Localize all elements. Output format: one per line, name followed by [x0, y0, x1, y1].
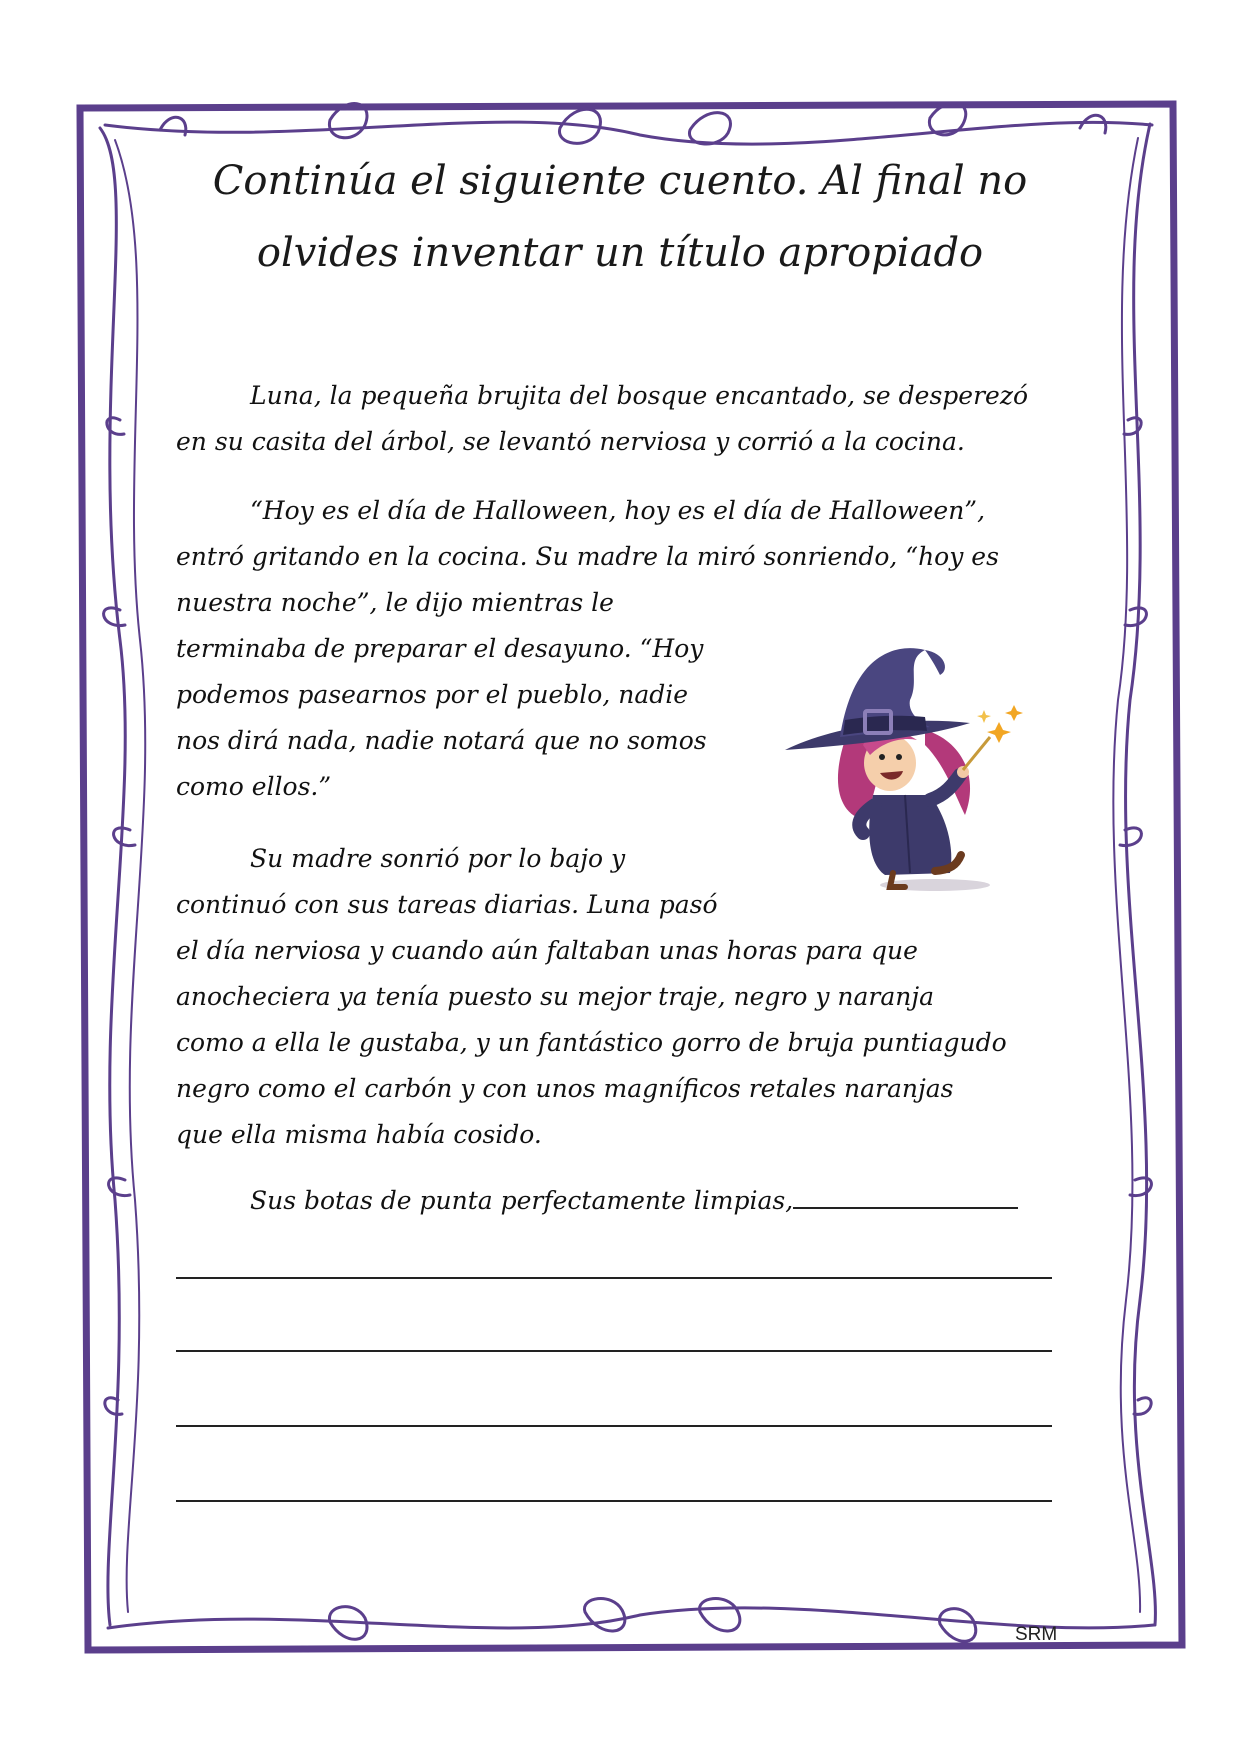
witch-girl-icon: [785, 645, 1055, 895]
story-line: terminaba de preparar el desayuno. “Hoy: [176, 634, 704, 663]
author-initials: SRM: [1015, 1624, 1058, 1645]
story-line: podemos pasearnos por el pueblo, nadie: [176, 680, 689, 709]
answer-line[interactable]: [176, 1500, 1052, 1502]
story-line: anocheciera ya tenía puesto su mejor traje, negro y naranja: [176, 982, 935, 1011]
answer-line[interactable]: [176, 1350, 1052, 1352]
story-line: nuestra noche”, le dijo mientras le: [176, 588, 614, 617]
story-prompt-line: Sus botas de punta perfectamente limpias,: [250, 1186, 794, 1215]
story-line: en su casita del árbol, se levantó nerviosa y corrió a la cocina.: [176, 427, 965, 456]
story-line: como ellos.”: [176, 772, 332, 801]
story-line: el día nerviosa y cuando aún faltaban unas horas para que: [176, 936, 918, 965]
title-line-1: Continúa el siguiente cuento. Al final no: [212, 158, 1028, 204]
answer-line[interactable]: [176, 1425, 1052, 1427]
story-paragraph-1: [176, 373, 1028, 465]
story-paragraph-4: [176, 1178, 1018, 1224]
story-line: continuó con sus tareas diarias. Luna pasó: [176, 890, 718, 919]
story-line: entró gritando en la cocina. Su madre la miró sonriendo, “hoy es: [176, 542, 999, 571]
story-line: Su madre sonrió por lo bajo y: [250, 844, 626, 873]
story-line: que ella misma había cosido.: [176, 1120, 542, 1149]
worksheet-title: [170, 145, 1070, 289]
story-line: “Hoy es el día de Halloween, hoy es el día de Halloween”,: [250, 496, 986, 525]
story-line: negro como el carbón y con unos magníficos retales naranjas: [176, 1074, 954, 1103]
answer-blank-inline[interactable]: [793, 1181, 1018, 1209]
story-line: nos dirá nada, nadie notará que no somos: [176, 726, 707, 755]
title-line-2: olvides inventar un título apropiado: [256, 230, 984, 276]
answer-line[interactable]: [176, 1277, 1052, 1279]
story-line: Luna, la pequeña brujita del bosque encantado, se desperezó: [250, 381, 1029, 410]
story-line: como a ella le gustaba, y un fantástico gorro de bruja puntiagudo: [176, 1028, 1007, 1057]
